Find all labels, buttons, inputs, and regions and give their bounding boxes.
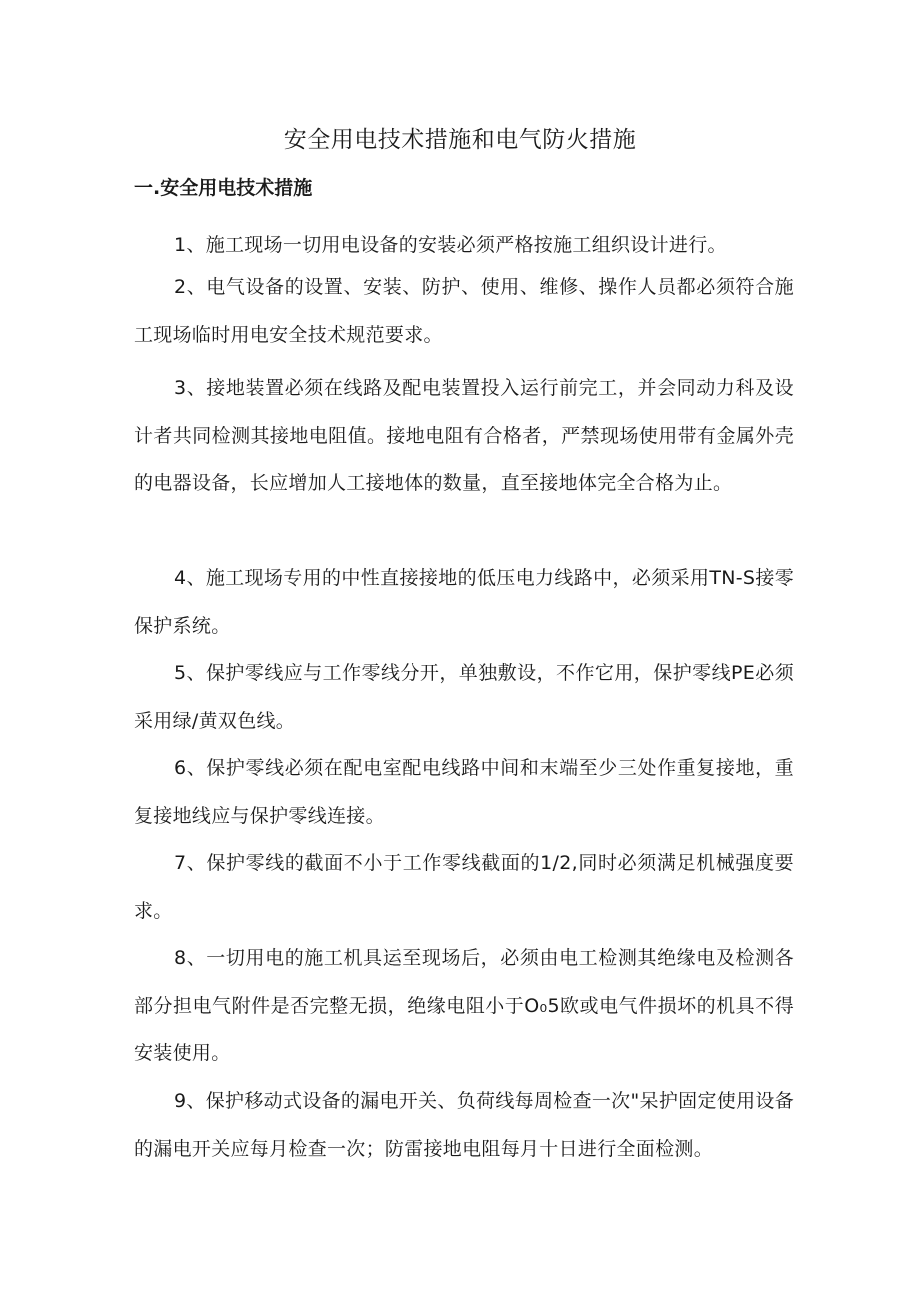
paragraph-5: 5、保护零线应与工作零线分开，单独敷设，不作它用，保护零线PE必须采用绿/黄双色线。 bbox=[134, 662, 794, 732]
paragraph-9: 9、保护移动式设备的漏电开关、负荷线每周检查一次"呆护固定使用设备的漏电开关应每月检查一次；防雷接地电阻每月十日进行全面检测。 bbox=[134, 1090, 794, 1160]
paragraph-1: 1、施工现场一切用电设备的安装必须严格按施工组织设计进行。 bbox=[174, 234, 727, 256]
paragraph-7: 7、保护零线的截面不小于工作零线截面的1/2,同时必须满足机械强度要求。 bbox=[134, 852, 794, 922]
paragraph-6: 6、保护零线必须在配电室配电线路中间和末端至少三处作重复接地，重复接地线应与保护零线连接。 bbox=[134, 757, 794, 827]
section-heading: 一.安全用电技术措施 bbox=[134, 177, 313, 199]
paragraph-8: 8、一切用电的施工机具运至现场后，必须由电工检测其绝缘电及检测各部分担电气附件是否完整无损，绝缘电阻小于O₀5欧或电气件损坏的机具不得安装使用。 bbox=[134, 947, 794, 1064]
paragraph-2: 2、电气设备的设置、安装、防护、使用、维修、操作人员都必须符合施工现场临时用电安全技术规范要求。 bbox=[134, 276, 794, 346]
paragraph-3: 3、接地装置必须在线路及配电装置投入运行前完工，并会同动力科及设计者共同检测其接地电阻值。接地电阻有合格者，严禁现场使用带有金属外壳的电器设备，长应增加人工接地体的数量，直至接地体完全合格为止。 bbox=[134, 377, 794, 494]
paragraph-4: 4、施工现场专用的中性直接接地的低压电力线路中，必须采用TN-S接零保护系统。 bbox=[134, 567, 794, 637]
document-title: 安全用电技术措施和电气防火措施 bbox=[283, 127, 637, 153]
